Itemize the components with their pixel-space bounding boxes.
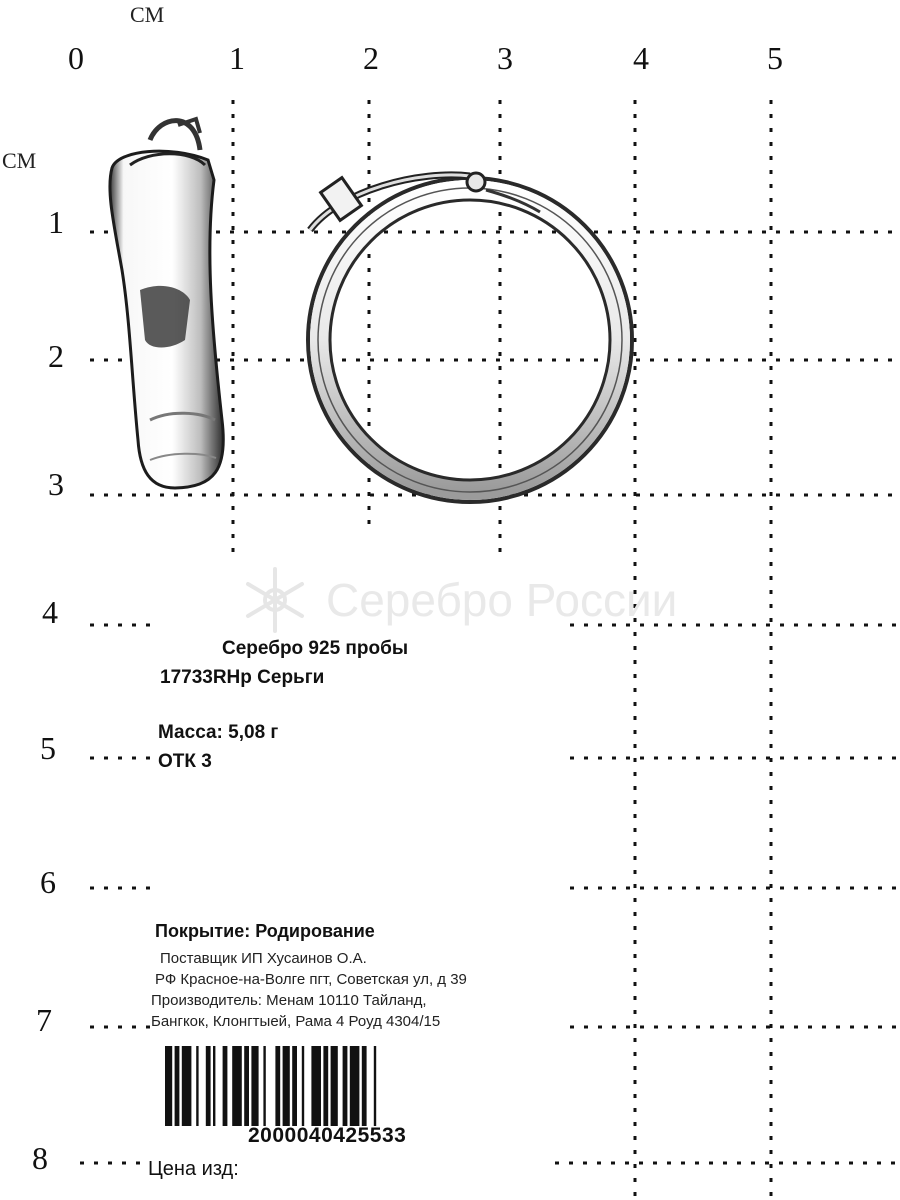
tag-supplier: Поставщик ИП Хусаинов О.А.	[160, 950, 367, 967]
x-tick-3: 3	[497, 40, 513, 76]
earring-front-view	[308, 173, 632, 502]
x-unit-label: СМ	[130, 2, 165, 27]
tag-metal: Серебро 925 пробы	[222, 638, 409, 659]
tag-article: 17733RHp Серьги	[160, 667, 325, 688]
tag-otk: ОТК 3	[158, 751, 212, 772]
x-tick-2: 2	[363, 40, 379, 76]
x-tick-1: 1	[229, 40, 245, 76]
y-tick-8: 8	[32, 1140, 48, 1176]
earring-side-view	[110, 119, 223, 488]
x-tick-5: 5	[767, 40, 783, 76]
y-tick-4: 4	[42, 594, 58, 630]
tag-mass: Масса: 5,08 г	[158, 722, 279, 743]
tag-manufacturer-address: Бангкок, Клонгтыей, Рама 4 Роуд 4304/15	[151, 1013, 441, 1030]
y-tick-5: 5	[40, 730, 56, 766]
y-unit-label: СМ	[2, 148, 37, 173]
x-tick-4: 4	[633, 40, 649, 76]
y-tick-1: 1	[48, 204, 64, 240]
tag-price-label: Цена изд:	[148, 1158, 239, 1180]
tag-manufacturer: Производитель: Менам 10110 Тайланд,	[151, 992, 427, 1009]
x-tick-0: 0	[68, 40, 84, 76]
barcode-number: 2000040425533	[248, 1124, 407, 1147]
tag-supplier-address: РФ Красное-на-Волге пгт, Советская ул, д 39	[155, 971, 467, 988]
barcode	[165, 1046, 510, 1126]
y-tick-7: 7	[36, 1002, 52, 1038]
y-tick-3: 3	[48, 466, 64, 502]
y-tick-6: 6	[40, 864, 56, 900]
y-tick-2: 2	[48, 338, 64, 374]
tag-coating: Покрытие: Родирование	[155, 921, 375, 941]
watermark-text: Серебро России	[326, 574, 678, 626]
